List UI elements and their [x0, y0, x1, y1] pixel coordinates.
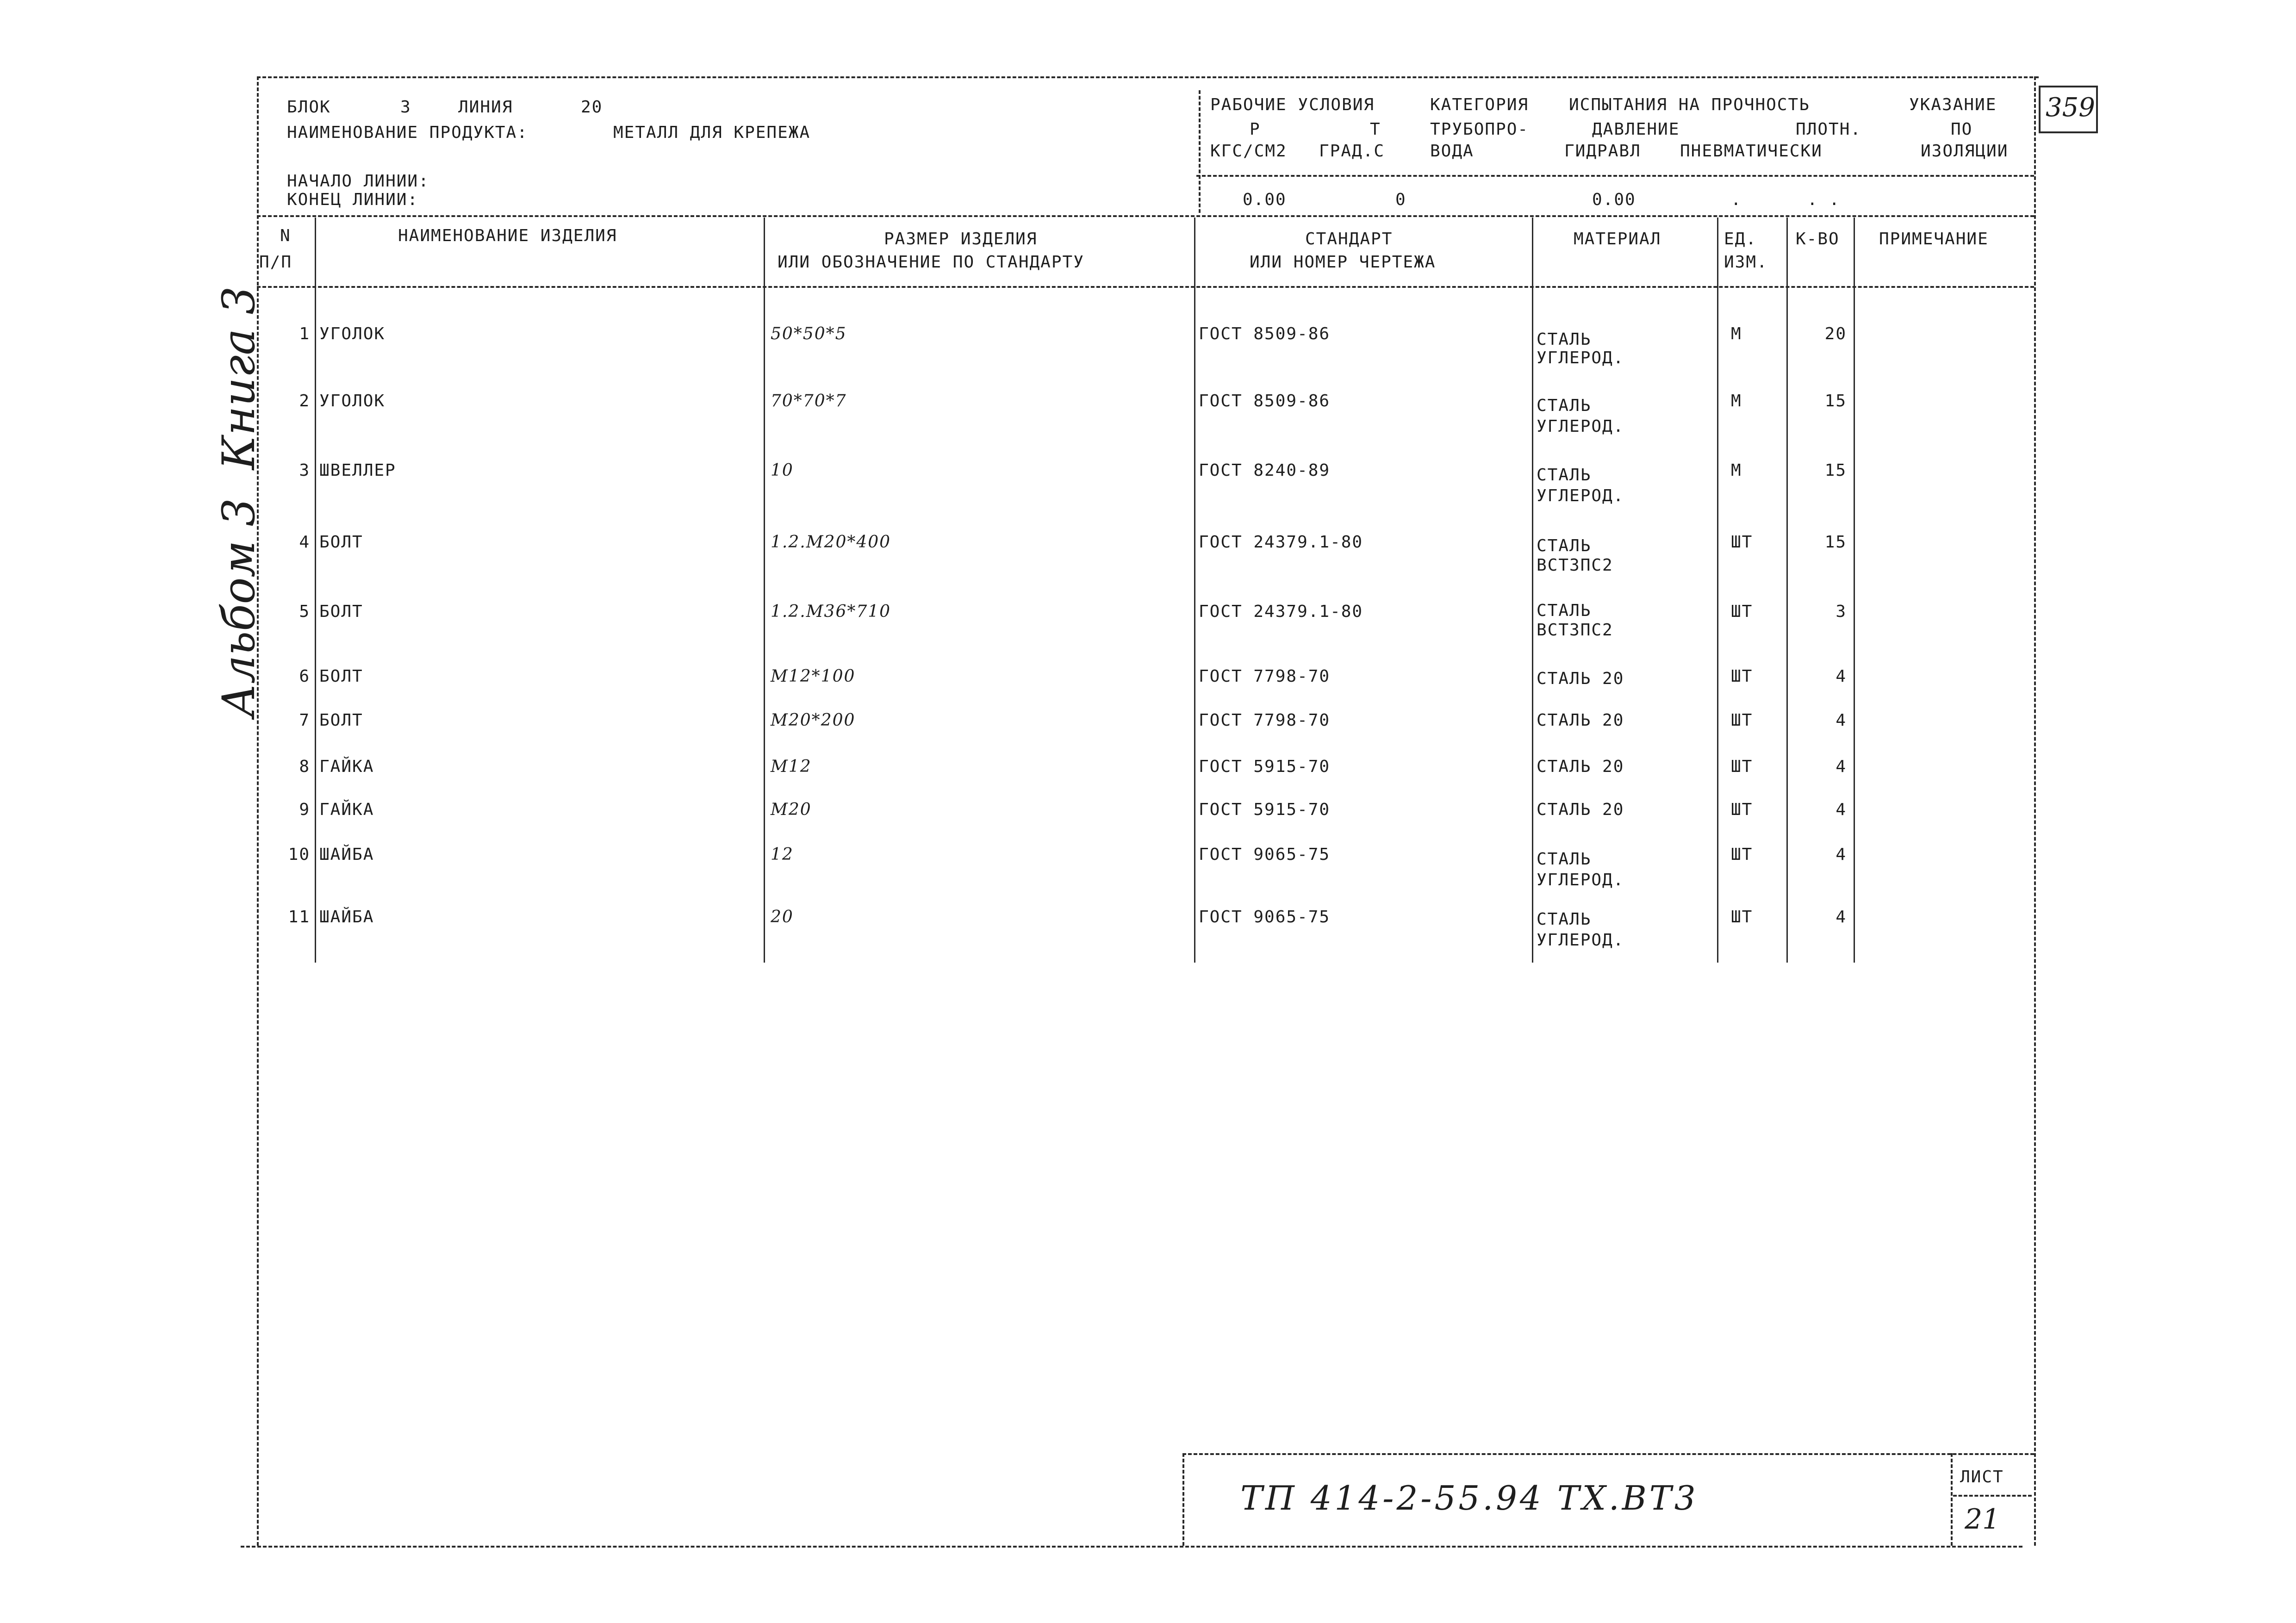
col-header-qty: К-ВО	[1796, 230, 1840, 249]
test-title: ИСПЫТАНИЯ НА ПРОЧНОСТЬ	[1569, 95, 1810, 114]
row-number: 10	[288, 845, 310, 864]
row-quantity: 15	[1824, 461, 1847, 480]
col-header-note: ПРИМЕЧАНИЕ	[1879, 230, 1989, 249]
row-standard: ГОСТ 8509-86	[1199, 324, 1331, 343]
col-header-material: МАТЕРИАЛ	[1574, 230, 1661, 249]
line-end-label: КОНЕЦ ЛИНИИ:	[287, 190, 419, 209]
row-number: 2	[299, 392, 310, 410]
row-item-name: ГАЙКА	[319, 757, 374, 776]
col-sep-qty	[1854, 218, 1855, 963]
row-size: М20*200	[771, 711, 856, 730]
row-material: СТАЛЬ	[1537, 466, 1592, 485]
side-note: Альбом 3 Книга 3	[213, 286, 265, 717]
value-temperature: 0	[1395, 190, 1406, 209]
row-unit: М	[1731, 324, 1742, 343]
document-code: ТП 414-2-55.94 ТХ.ВТ3	[1240, 1479, 1699, 1517]
row-size: М20	[771, 800, 812, 819]
row-number: 4	[299, 533, 310, 552]
col-sep-std	[1532, 218, 1533, 963]
insulation-line2: ПО	[1951, 120, 1973, 139]
category-line3: ВОДА	[1430, 142, 1474, 161]
row-quantity: 4	[1836, 757, 1847, 776]
row-quantity: 3	[1836, 602, 1847, 621]
row-item-name: БОЛТ	[319, 602, 363, 621]
row-quantity: 15	[1824, 392, 1847, 410]
row-material: СТАЛЬ	[1537, 536, 1592, 555]
row-unit: ШТ	[1731, 800, 1753, 819]
row-item-name: БОЛТ	[319, 711, 363, 730]
sheet-label: ЛИСТ	[1960, 1468, 2004, 1486]
row-quantity: 4	[1836, 845, 1847, 864]
row-size: 12	[771, 845, 794, 864]
line-value: 20	[581, 98, 603, 117]
row-material-sub: УГЛЕРОД.	[1537, 348, 1624, 367]
row-quantity: 20	[1824, 324, 1847, 343]
title-block-top-line	[1182, 1453, 2034, 1455]
insulation-title: УКАЗАНИЕ	[1909, 95, 1997, 114]
pneumatic-label: ПНЕВМАТИЧЕСКИ	[1680, 142, 1823, 161]
row-size: 50*50*5	[771, 324, 847, 343]
col-header-unit-sub: ИЗМ.	[1724, 253, 1768, 272]
row-unit: ШТ	[1731, 533, 1753, 552]
col-header-num-sub: П/П	[259, 253, 292, 272]
row-number: 8	[299, 757, 310, 776]
row-size: 1.2.М36*710	[771, 602, 891, 621]
row-unit: ШТ	[1731, 845, 1753, 864]
row-number: 7	[299, 711, 310, 730]
col-sep-mat	[1717, 218, 1718, 963]
row-material: СТАЛЬ	[1537, 601, 1592, 620]
row-material-sub: УГЛЕРОД.	[1537, 871, 1624, 889]
pressure-symbol: Р	[1250, 120, 1261, 139]
category-line2: ТРУБОПРО-	[1430, 120, 1529, 139]
row-standard: ГОСТ 8509-86	[1199, 392, 1331, 410]
col-header-name: НАИМЕНОВАНИЕ ИЗДЕЛИЯ	[398, 226, 617, 245]
row-material: СТАЛЬ	[1537, 910, 1592, 929]
line-start-label: НАЧАЛО ЛИНИИ:	[287, 172, 429, 191]
row-material: СТАЛЬ 20	[1537, 757, 1624, 776]
row-material-sub: УГЛЕРОД.	[1537, 931, 1624, 950]
temperature-symbol: Т	[1370, 120, 1381, 139]
row-material-sub: ВСТ3ПС2	[1537, 556, 1613, 575]
row-material: СТАЛЬ 20	[1537, 800, 1624, 819]
value-pneumatic: .	[1731, 190, 1742, 209]
title-block-sheet-divider	[1951, 1453, 1953, 1546]
sheet-label-line	[1953, 1495, 2032, 1497]
row-item-name: ШАЙБА	[319, 908, 374, 927]
value-density: . .	[1807, 190, 1841, 209]
sheet-number: 21	[1965, 1503, 2000, 1536]
col-header-unit: ЕД.	[1724, 230, 1757, 249]
row-size: М12	[771, 757, 812, 776]
line-label: ЛИНИЯ	[458, 98, 513, 117]
col-header-size-sub: ИЛИ ОБОЗНАЧЕНИЕ ПО СТАНДАРТУ	[778, 253, 1084, 272]
row-standard: ГОСТ 9065-75	[1199, 845, 1331, 864]
row-size: 10	[771, 461, 794, 480]
row-size: 1.2.М20*400	[771, 533, 891, 552]
col-sep-name	[764, 218, 765, 963]
row-item-name: БОЛТ	[319, 667, 363, 686]
col-header-num: N	[280, 226, 291, 245]
row-item-name: УГОЛОК	[319, 324, 386, 343]
row-unit: М	[1731, 461, 1742, 480]
row-item-name: ШВЕЛЛЕР	[319, 461, 396, 480]
pressure-subtitle: ДАВЛЕНИЕ	[1592, 120, 1680, 139]
row-unit: ШТ	[1731, 908, 1753, 927]
row-standard: ГОСТ 8240-89	[1199, 461, 1331, 480]
col-sep-size	[1194, 218, 1195, 963]
row-material-sub: УГЛЕРОД.	[1537, 486, 1624, 505]
row-material: СТАЛЬ 20	[1537, 711, 1624, 730]
row-quantity: 4	[1836, 908, 1847, 927]
col-header-std: СТАНДАРТ	[1305, 230, 1393, 249]
row-standard: ГОСТ 7798-70	[1199, 667, 1331, 686]
row-standard: ГОСТ 24379.1-80	[1199, 533, 1363, 552]
header-bottom-line	[257, 215, 2034, 217]
row-quantity: 4	[1836, 800, 1847, 819]
row-item-name: БОЛТ	[319, 533, 363, 552]
product-value: МЕТАЛЛ ДЛЯ КРЕПЕЖА	[613, 123, 811, 142]
row-item-name: ШАЙБА	[319, 845, 374, 864]
value-pressure: 0.00	[1243, 190, 1287, 209]
frame-right-line	[2034, 76, 2036, 1546]
row-number: 1	[299, 324, 310, 343]
row-material-sub: ВСТ3ПС2	[1537, 621, 1613, 640]
row-standard: ГОСТ 7798-70	[1199, 711, 1331, 730]
row-number: 9	[299, 800, 310, 819]
row-material: СТАЛЬ 20	[1537, 669, 1624, 688]
row-number: 6	[299, 667, 310, 686]
row-standard: ГОСТ 5915-70	[1199, 800, 1331, 819]
row-unit: ШТ	[1731, 711, 1753, 730]
temperature-unit: ГРАД.С	[1319, 142, 1385, 161]
category-title: КАТЕГОРИЯ	[1430, 95, 1529, 114]
col-header-std-sub: ИЛИ НОМЕР ЧЕРТЕЖА	[1250, 253, 1436, 272]
row-number: 5	[299, 602, 310, 621]
block-label: БЛОК	[287, 98, 331, 117]
product-label: НАИМЕНОВАНИЕ ПРОДУКТА:	[287, 123, 528, 142]
frame-top-line	[257, 76, 2039, 78]
hydraulic-label: ГИДРАВЛ	[1564, 142, 1641, 161]
row-unit: ШТ	[1731, 757, 1753, 776]
row-material: СТАЛЬ	[1537, 850, 1592, 869]
row-quantity: 4	[1836, 667, 1847, 686]
col-sep-num	[315, 218, 316, 963]
row-item-name: УГОЛОК	[319, 392, 386, 410]
row-number: 11	[288, 908, 310, 927]
pressure-unit: КГС/СМ2	[1210, 142, 1287, 161]
row-standard: ГОСТ 24379.1-80	[1199, 602, 1363, 621]
col-sep-unit	[1786, 218, 1788, 963]
block-value: 3	[400, 98, 411, 117]
header-values-line	[1196, 175, 2034, 177]
row-material: СТАЛЬ	[1537, 330, 1592, 349]
col-header-size: РАЗМЕР ИЗДЕЛИЯ	[884, 230, 1038, 249]
row-unit: ШТ	[1731, 602, 1753, 621]
row-size: 70*70*7	[771, 392, 847, 410]
frame-bottom-line	[241, 1546, 2022, 1548]
value-hydraulic: 0.00	[1592, 190, 1636, 209]
row-standard: ГОСТ 9065-75	[1199, 908, 1331, 927]
row-number: 3	[299, 461, 310, 480]
row-quantity: 4	[1836, 711, 1847, 730]
title-block-left-line	[1182, 1453, 1184, 1546]
row-unit: ШТ	[1731, 667, 1753, 686]
row-size: 20	[771, 908, 794, 927]
work-conditions-title: РАБОЧИЕ УСЛОВИЯ	[1210, 95, 1375, 114]
column-header-bottom-line	[257, 286, 2034, 288]
insulation-line3: ИЗОЛЯЦИИ	[1921, 142, 2009, 161]
row-standard: ГОСТ 5915-70	[1199, 757, 1331, 776]
row-quantity: 15	[1824, 533, 1847, 552]
density-label: ПЛОТН.	[1796, 120, 1862, 139]
header-divider-conditions	[1199, 90, 1201, 213]
row-item-name: ГАЙКА	[319, 800, 374, 819]
row-material-sub: УГЛЕРОД.	[1537, 417, 1624, 436]
page-stamp: 359	[2046, 93, 2095, 123]
row-unit: М	[1731, 392, 1742, 410]
row-size: М12*100	[771, 667, 856, 686]
row-material: СТАЛЬ	[1537, 396, 1592, 415]
